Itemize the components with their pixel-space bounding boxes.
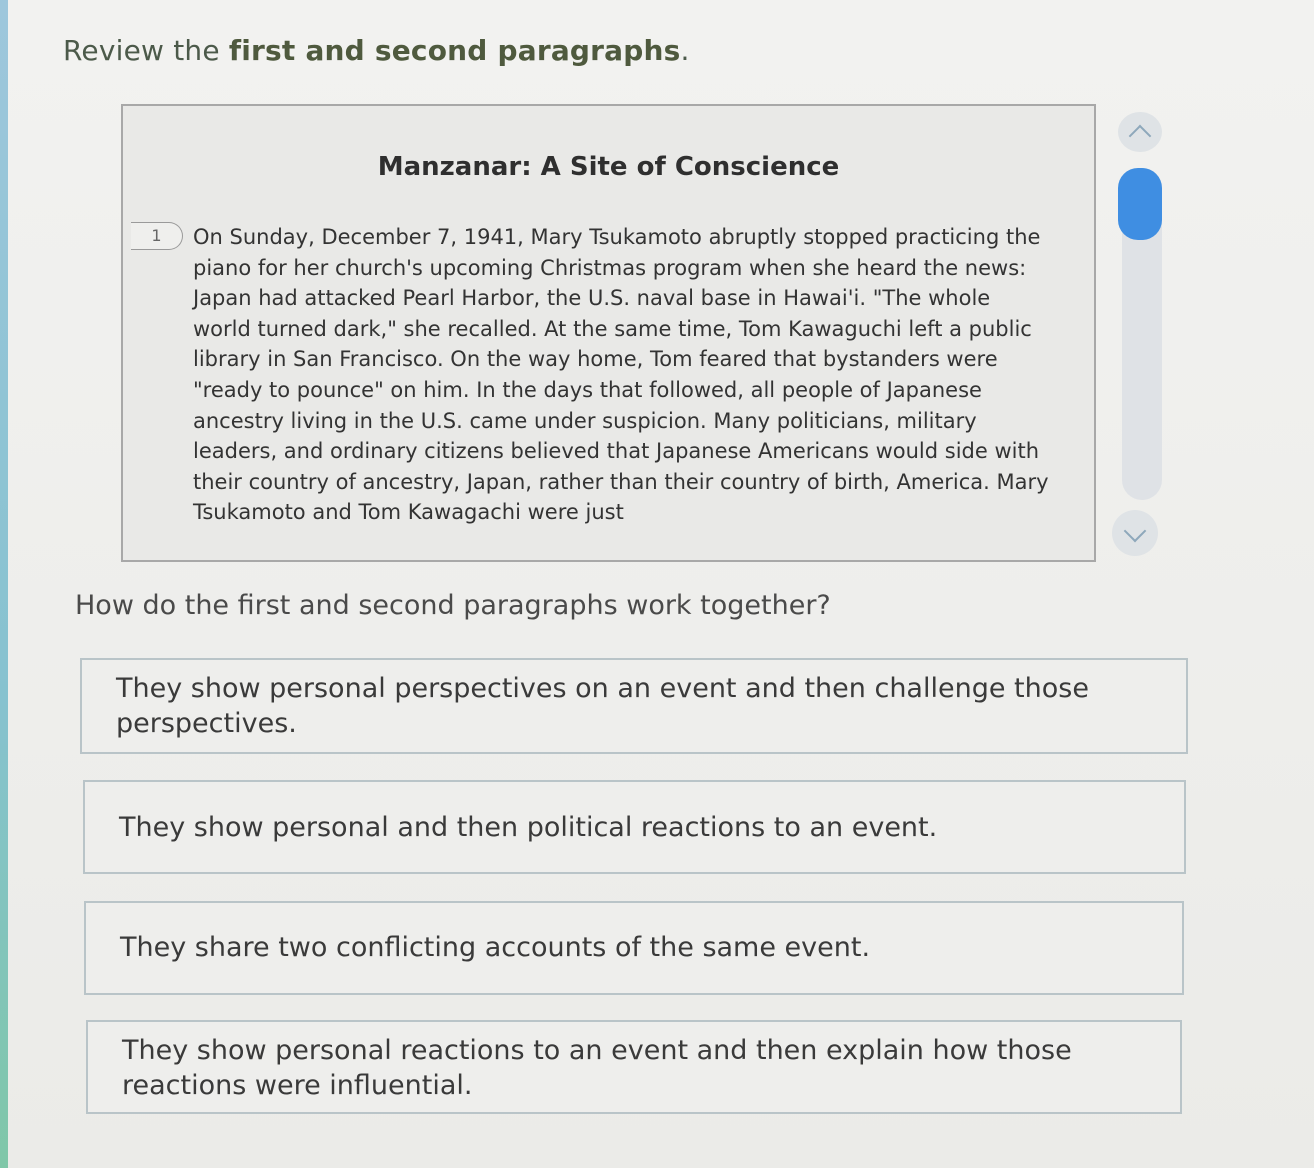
left-edge-strip xyxy=(0,0,8,1168)
instruction-suffix: . xyxy=(680,34,690,67)
scrollbar-thumb[interactable] xyxy=(1118,168,1162,240)
answer-option-1[interactable]: They show personal perspectives on an event and then challenge those perspectives. xyxy=(80,658,1188,754)
passage-title: Manzanar: A Site of Conscience xyxy=(377,152,840,182)
scroll-down-button[interactable] xyxy=(1112,510,1158,556)
chevron-down-icon xyxy=(1124,520,1147,543)
passage-panel[interactable] xyxy=(121,104,1096,562)
answer-option-2[interactable]: They show personal and then political reactions to an event. xyxy=(83,780,1186,874)
instruction-text xyxy=(63,34,690,67)
answer-option-4[interactable]: They show personal reactions to an event and then explain how those reactions were influential. xyxy=(86,1020,1182,1114)
question-page xyxy=(8,0,1314,1168)
instruction-prefix: Review the xyxy=(63,34,229,67)
chevron-up-icon xyxy=(1129,125,1152,148)
answer-option-3[interactable]: They share two conflicting accounts of the same event. xyxy=(84,901,1184,995)
scroll-up-button[interactable] xyxy=(1118,112,1162,152)
question-text: How do the first and second paragraphs work together? xyxy=(75,590,831,621)
paragraph-number-badge: 1 xyxy=(131,222,183,250)
paragraph-text: On Sunday, December 7, 1941, Mary Tsukamoto abruptly stopped practicing the piano for her church's upcoming Christmas program when she heard the news: Japan had attacked Pearl Harbor, the U.S. naval base in Hawai'i. "The whole world turned dark," she recalled. At the same time, Tom Kawaguchi left a public library in San Francisco. On the way home, Tom feared that bystanders were "ready to pounce" on him. In the days that followed, all people of Japanese ancestry living in the U.S. came under suspicion. Many politicians, military leaders, and ordinary citizens believed that Japanese Americans would side with their country of ancestry, Japan, rather than their country of birth, America. Mary Tsukamoto and Tom Kawagachi were just xyxy=(193,225,1049,525)
instruction-bold: first and second paragraphs xyxy=(228,34,681,67)
